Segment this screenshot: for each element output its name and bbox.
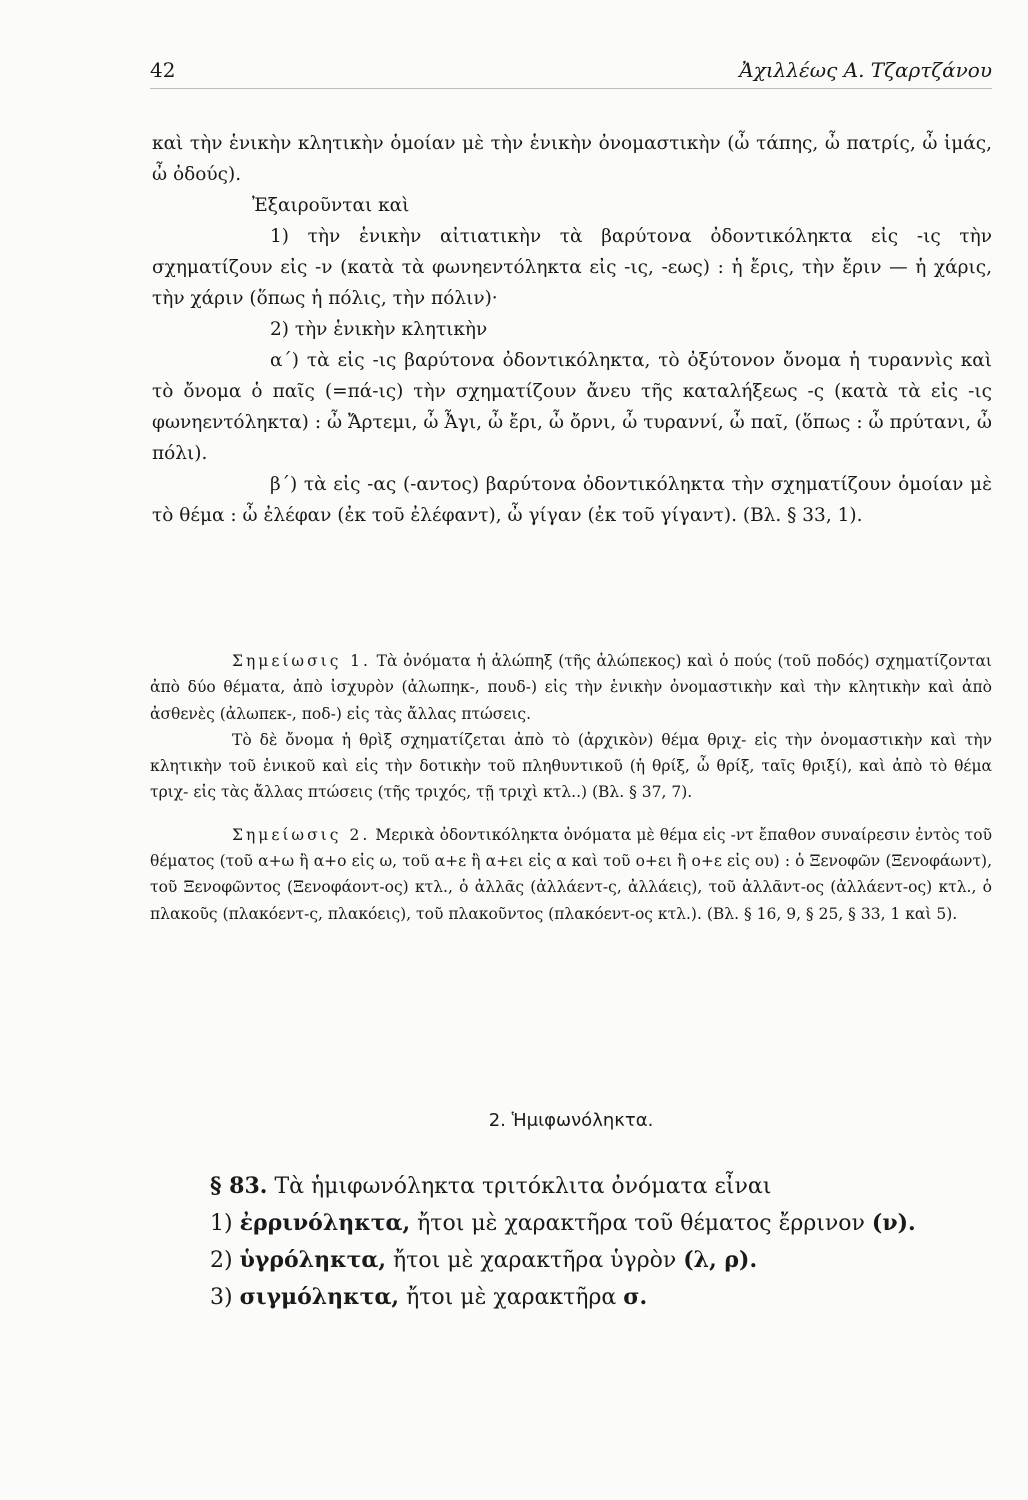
paragraph-5: α΄) τὰ εἰς -ις βαρύτονα ὀδοντικόληκτα, τὸ ὀξύτονον ὄνομα ἡ τυραννὶς καὶ τὸ ὄνομα ὁ παῖς (=πά-ις) τὴν σχηματίζουν ἄνευ τῆς καταλήξεως -ς (κατὰ τὰ εἰς -ις φωνηεντόληκτα) : ὦ Ἄρτεμι, ὦ Ἆγι, ὦ ἔρι, ὦ ὄρνι, ὦ τυραννί, ὦ παῖ, (ὅπως : ὦ πρύτανι, ὦ πόλι). <box>152 350 992 464</box>
paragraph-1: καὶ τὴν ἑνικὴν κλητικὴν ὁμοίαν μὲ τὴν ἑνικὴν ὀνομαστικὴν (ὦ τάπης, ὦ πατρίς, ὦ ἱμάς, ὦ ὀδούς). <box>152 133 992 185</box>
section-heading: 2. Ἡμιφωνόληκτα. <box>488 1110 654 1131</box>
list-item-number: 2) <box>210 1248 233 1273</box>
list-item-number: 3) <box>210 1285 233 1310</box>
list-item-term: ἐρρινόληκτα, <box>239 1210 411 1236</box>
list-item-term: σιγμόληκτα, <box>239 1284 400 1310</box>
running-title: Ἀχιλλέως Α. Τζαρτζάνου <box>739 58 992 82</box>
list-item-desc: ἤτοι μὲ χαρακτῆρα <box>406 1285 617 1310</box>
paragraph-4: 2) τὴν ἑνικὴν κλητικὴν <box>270 319 488 340</box>
list-item <box>210 1279 992 1316</box>
section-83-intro-text: Τὰ ἡμιφωνόληκτα τριτόκλιτα ὀνόματα εἶναι <box>274 1174 772 1199</box>
header-rule <box>150 88 992 89</box>
paragraph-mark: § 83. <box>210 1173 268 1199</box>
page-number: 42 <box>150 58 176 82</box>
note-1-continuation: Τὸ δὲ ὄνομα ἡ θρὶξ σχηματίζεται ἀπὸ τὸ (ἀρχικὸν) θέμα θριχ- εἰς τὴν ὀνομαστικὴν καὶ τὴν κλητικὴν τοῦ ἑνικοῦ καὶ εἰς τὴν δοτικὴν τοῦ πληθυντικοῦ (ἡ θρίξ, ὦ θρίξ, ταῖς θριξί), καὶ ἀπὸ τὸ θέμα τριχ- εἰς τὰς ἄλλας πτώσεις (τῆς τριχός, τῇ τριχὶ κτλ..) (Βλ. § 37, 7). <box>150 730 992 802</box>
list-item <box>210 1242 992 1279</box>
list-item-desc: ἤτοι μὲ χαρακτῆρα ὑγρὸν <box>393 1248 677 1273</box>
section-83-intro <box>210 1168 992 1205</box>
page-header <box>150 58 992 88</box>
paragraph-2: Ἐξαιροῦνται καὶ <box>252 195 410 216</box>
note-2-text: Μερικὰ ὀδοντικόληκτα ὀνόματα μὲ θέμα εἰς -ντ ἔπαθον συναίρεσιν ἐντὸς τοῦ θέματος (τοῦ α+ω ἢ α+ο εἰς ω, τοῦ α+ε ἢ α+ει εἰς α καὶ τοῦ ο+ει ἢ ο+ε εἰς ου) : ὁ Ξενοφῶν (Ξενοφάωντ), τοῦ Ξενοφῶντος (Ξενοφάοντ-ος) κτλ., ὁ ἀλλᾶς (ἀλλάεντ-ς, ἀλλάεις), τοῦ ἀλλᾶντ-ος (ἀλλάεντ-ος) κτλ., ὁ πλακοῦς (πλακόεντ-ς, πλακόεις), τοῦ πλακοῦντος (πλακόεντ-ος κτλ.). (Βλ. § 16, 9, § 25, § 33, 1 καὶ 5). <box>150 825 992 923</box>
main-text <box>152 128 992 531</box>
list-item-mark: (ν). <box>871 1210 916 1236</box>
list-item-desc: ἤτοι μὲ χαρακτῆρα τοῦ θέματος ἔρρινον <box>417 1211 865 1236</box>
note-2-label: Σημείωσις 2. <box>232 825 371 844</box>
note-1-text: Τὰ ὀνόματα ἡ ἀλώπηξ (τῆς ἀλώπεκος) καὶ ὁ πούς (τοῦ ποδός) σχηματίζονται ἀπὸ δύο θέματα, ἀπὸ ἰσχυρὸν (ἀλωπηκ-, πουδ-) εἰς τὴν ἑνικὴν ὀνομαστικὴν καὶ τὴν κλητικὴν καὶ ἀπὸ ἀσθενὲς (ἀλωπεκ-, ποδ-) εἰς τὰς ἄλλας πτώσεις. <box>150 652 992 723</box>
paragraph-6: β΄) τὰ εἰς -ας (-αντος) βαρύτονα ὀδοντικόληκτα τὴν σχηματίζουν ὁμοίαν μὲ τὸ θέμα : ὦ ἐλέφαν (ἐκ τοῦ ἐλέφαντ), ὦ γίγαν (ἐκ τοῦ γίγαντ). (Βλ. § 33, 1). <box>152 474 992 526</box>
note-1 <box>150 648 992 727</box>
list-item <box>210 1205 992 1242</box>
list-item-term: ὑγρόληκτα, <box>239 1247 386 1273</box>
section-83 <box>210 1168 992 1316</box>
note-1-label: Σημείωσις 1. <box>232 652 371 670</box>
note-2 <box>150 822 992 927</box>
list-item-mark: (λ, ρ). <box>683 1247 758 1273</box>
list-item-number: 1) <box>210 1211 233 1236</box>
notes-block <box>150 648 992 927</box>
paragraph-3: 1) τὴν ἑνικὴν αἰτιατικὴν τὰ βαρύτονα ὀδοντικόληκτα εἰς -ις τὴν σχηματίζουν εἰς -ν (κατὰ τὰ φωνηεντόληκτα εἰς -ις, -εως) : ἡ ἔρις, τὴν ἔριν — ἡ χάρις, τὴν χάριν (ὅπως ἡ πόλις, τὴν πόλιν)· <box>152 226 992 309</box>
list-item-mark: σ. <box>623 1284 648 1310</box>
